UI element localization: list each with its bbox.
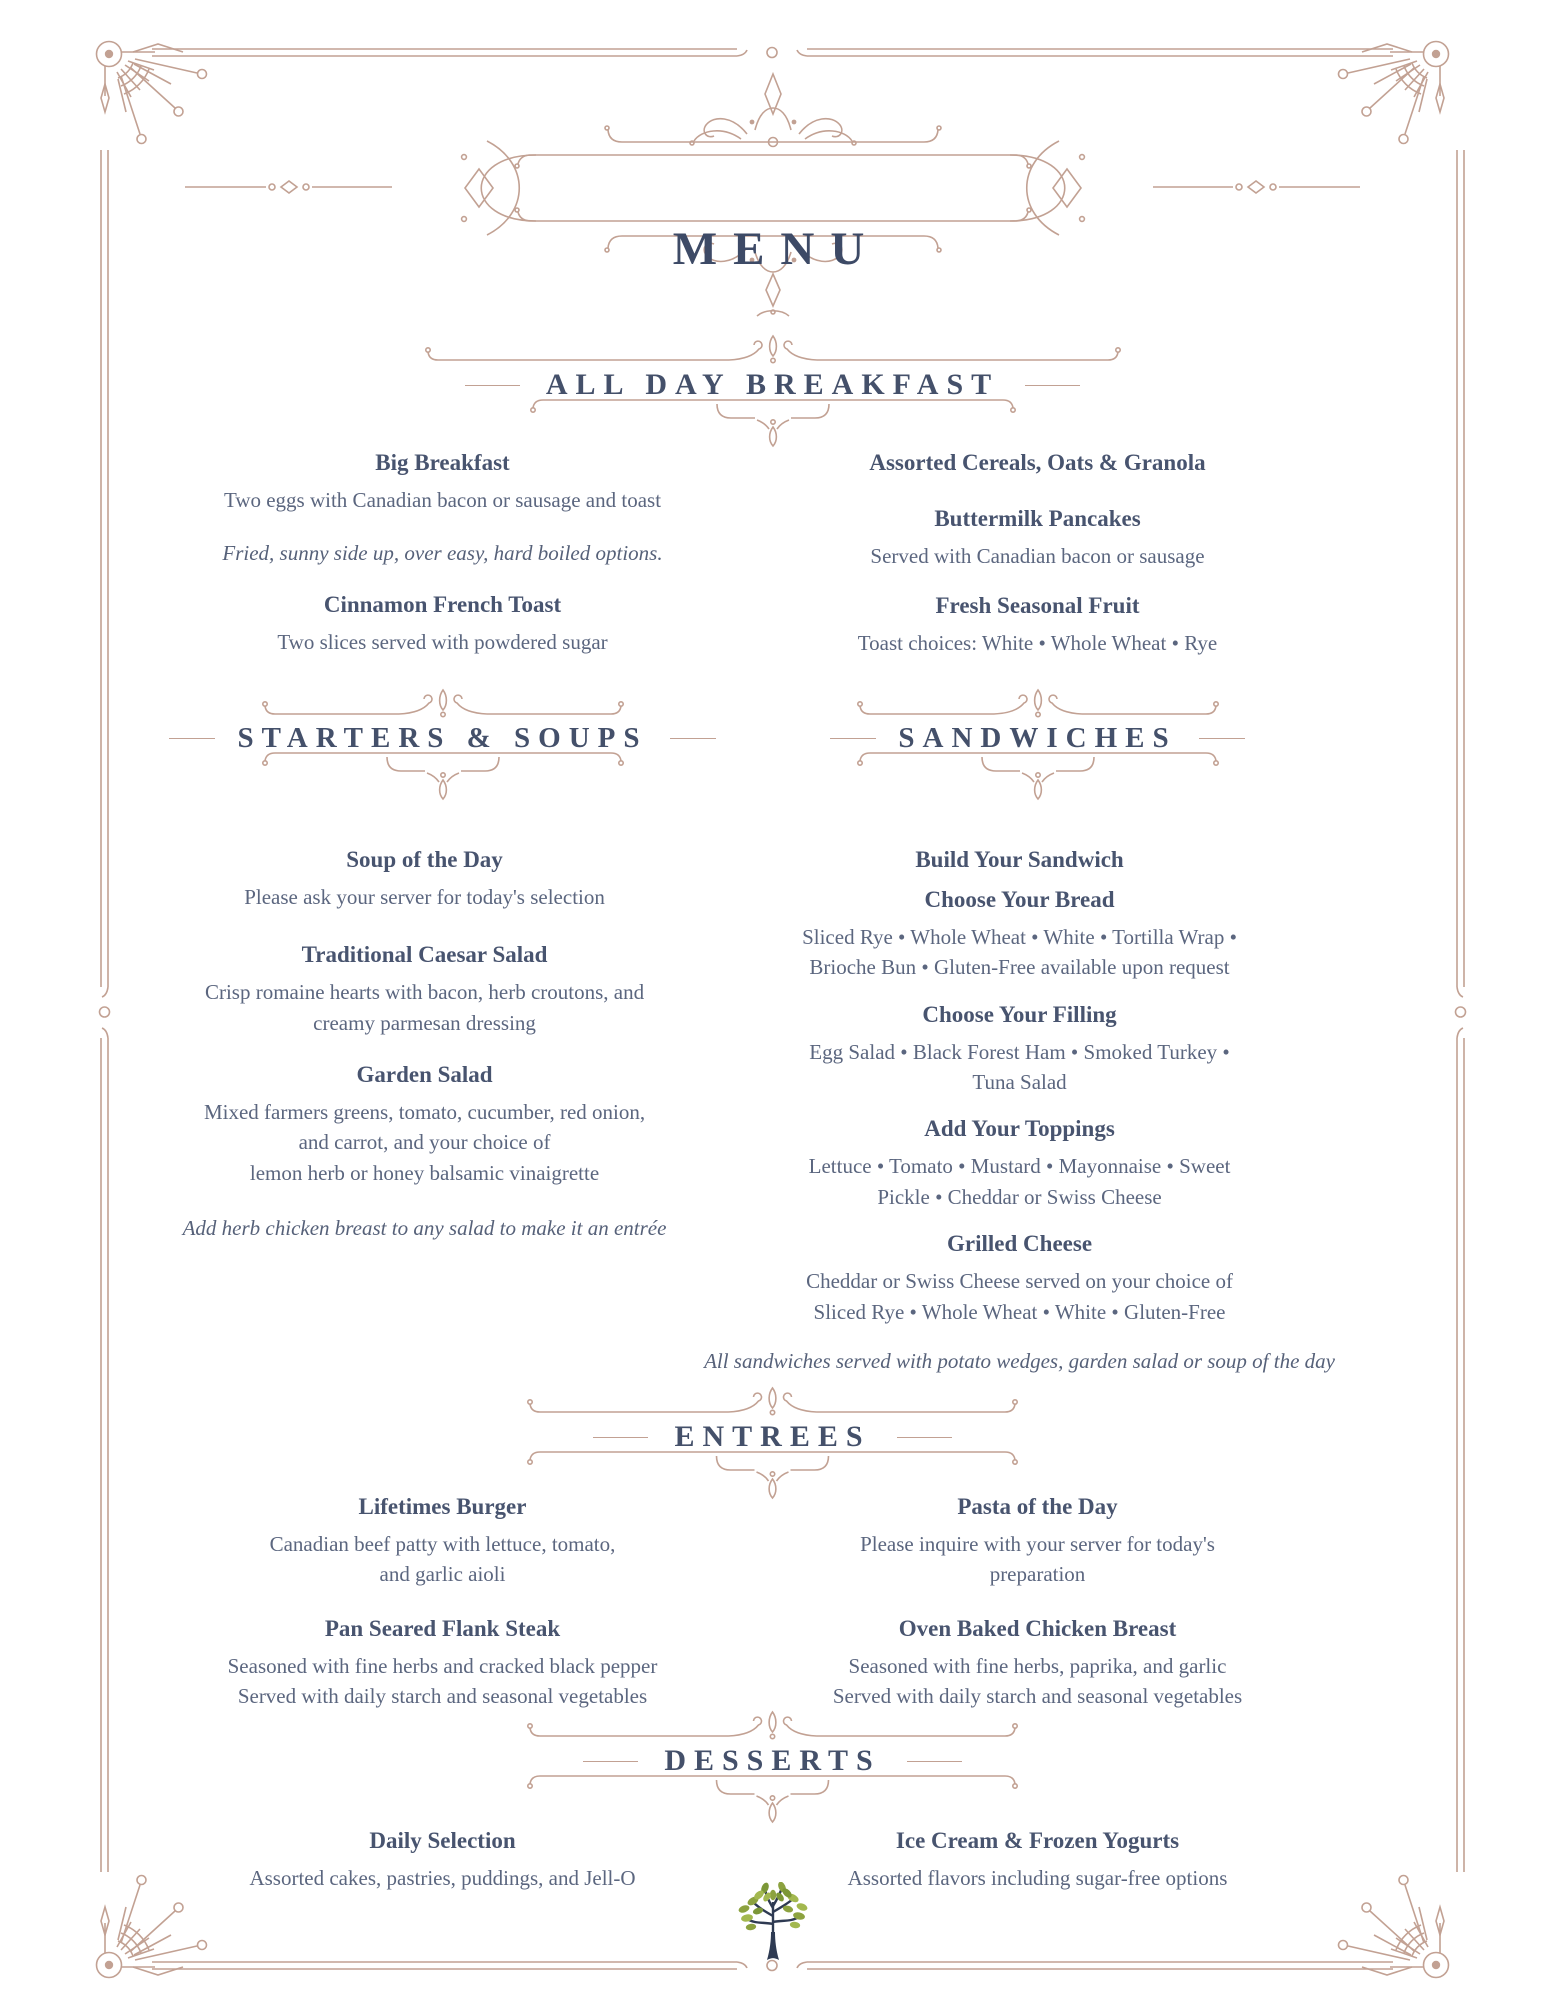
entrees-right-column: [740, 1492, 1335, 1712]
menu-note: All sandwiches served with potato wedges, garden salad or soup of the day: [704, 1348, 1335, 1373]
header-ornament-top: [260, 684, 626, 718]
header-ornament-top: [525, 1382, 1020, 1416]
menu-item: Pasta of the Day Please inquire with your server for today's preparation: [860, 1494, 1215, 1587]
title-dash: [465, 385, 520, 386]
menu-item: Soup of the Day Please ask your server for today's selection: [244, 847, 605, 909]
menu-item: Fresh Seasonal Fruit Toast choices: White • Whole Wheat • Rye: [857, 593, 1218, 656]
menu-item: Garden Salad Mixed farmers greens, tomato, cucumber, red onion, and carrot, and your choice of lemon herb or honey balsamic vinaigrette: [203, 1062, 646, 1185]
title-dash: [670, 738, 716, 739]
menu-note: Add herb chicken breast to any salad to make it an entrée: [182, 1216, 667, 1241]
header-ornament-bottom: [260, 749, 626, 803]
column-headers-row: [0, 684, 1545, 803]
breakfast-right-column: [740, 448, 1335, 659]
menu-item: Grilled Cheese Cheddar or Swiss Cheese served on your choice of Sliced Rye • Whole Wheat • White • Gluten-Free: [806, 1231, 1233, 1324]
tree-logo-icon: [738, 1882, 808, 1960]
title-dash: [583, 1761, 638, 1762]
title-dash: [169, 738, 215, 739]
title-dash: [593, 1437, 648, 1438]
menu-item: Choose Your Filling Egg Salad • Black Forest Ham • Smoked Turkey • Tuna Salad: [809, 1001, 1230, 1094]
header-ornament-top: [855, 684, 1221, 718]
section-title-desserts: DESSERTS: [664, 1744, 881, 1777]
section-entrees-content: [0, 1492, 1545, 1712]
menu-item: Buttermilk Pancakes Served with Canadian bacon or sausage: [870, 505, 1205, 568]
menu-item: Traditional Caesar Salad Crisp romaine hearts with bacon, herb croutons, and creamy parmesan dressing: [204, 942, 645, 1035]
title-dash: [830, 738, 876, 739]
menu-item: Pan Seared Flank Steak Seasoned with fine herbs and cracked black pepper Served with daily starch and seasonal vegetables: [227, 1615, 658, 1709]
section-sandwiches-header: [740, 684, 1335, 803]
menu-item: Add Your Toppings Lettuce • Tomato • Mustard • Mayonnaise • Sweet Pickle • Cheddar or Swiss Cheese: [808, 1116, 1231, 1209]
menu-item: Build Your Sandwich: [915, 847, 1124, 872]
title-dash: [897, 1437, 952, 1438]
menu-crest: [433, 62, 1113, 327]
section-breakfast-header: [0, 330, 1545, 450]
section-desserts-header: [0, 1706, 1545, 1826]
menu-item: Lifetimes Burger Canadian beef patty with lettuce, tomato, and garlic aioli: [269, 1494, 616, 1587]
section-entrees-header: [0, 1382, 1545, 1502]
starters-column: [145, 845, 704, 1374]
header-ornament-bottom: [855, 749, 1221, 803]
menu-item: Assorted Cereals, Oats & Granola: [869, 450, 1206, 475]
desserts-right-column: [740, 1826, 1335, 1893]
columns-content-row: [0, 845, 1545, 1374]
header-ornament-bottom: [528, 396, 1018, 450]
section-title-breakfast: ALL DAY BREAKFAST: [545, 368, 1000, 401]
menu-item: Choose Your Bread Sliced Rye • Whole Wheat • White • Tortilla Wrap • Brioche Bun • Gluten-Free available upon request: [802, 886, 1237, 980]
section-title-starters: STARTERS & SOUPS: [237, 722, 648, 754]
menu-item: Oven Baked Chicken Breast Seasoned with fine herbs, paprika, and garlic Served with daily starch and seasonal vegetables: [832, 1615, 1243, 1709]
title-dash: [1025, 385, 1080, 386]
menu-item: Big Breakfast Two eggs with Canadian bacon or sausage and toast: [223, 450, 662, 512]
header-ornament-bottom: [525, 1772, 1020, 1826]
sandwiches-column: [704, 845, 1335, 1374]
menu-item: Cinnamon French Toast Two slices served with powdered sugar: [277, 592, 608, 655]
desserts-left-column: [145, 1826, 740, 1893]
page-title: MENU: [672, 223, 881, 275]
header-ornament-top: [423, 330, 1123, 364]
section-title-sandwiches: SANDWICHES: [898, 722, 1177, 754]
entrees-left-column: [145, 1492, 740, 1712]
section-breakfast-content: [0, 448, 1545, 659]
title-dash: [907, 1761, 962, 1762]
header-ornament-top: [525, 1706, 1020, 1740]
crest-flourish-icon: [433, 62, 1113, 322]
breakfast-left-column: [145, 448, 740, 659]
section-title-entrees: ENTREES: [674, 1420, 871, 1453]
section-starters-header: [145, 684, 740, 803]
menu-note: Fried, sunny side up, over easy, hard boiled options.: [222, 541, 663, 566]
menu-item: Daily Selection Assorted cakes, pastries, puddings, and Jell-O: [249, 1828, 636, 1890]
menu-item: Ice Cream & Frozen Yogurts Assorted flavors including sugar-free options: [847, 1828, 1228, 1890]
title-dash: [1199, 738, 1245, 739]
